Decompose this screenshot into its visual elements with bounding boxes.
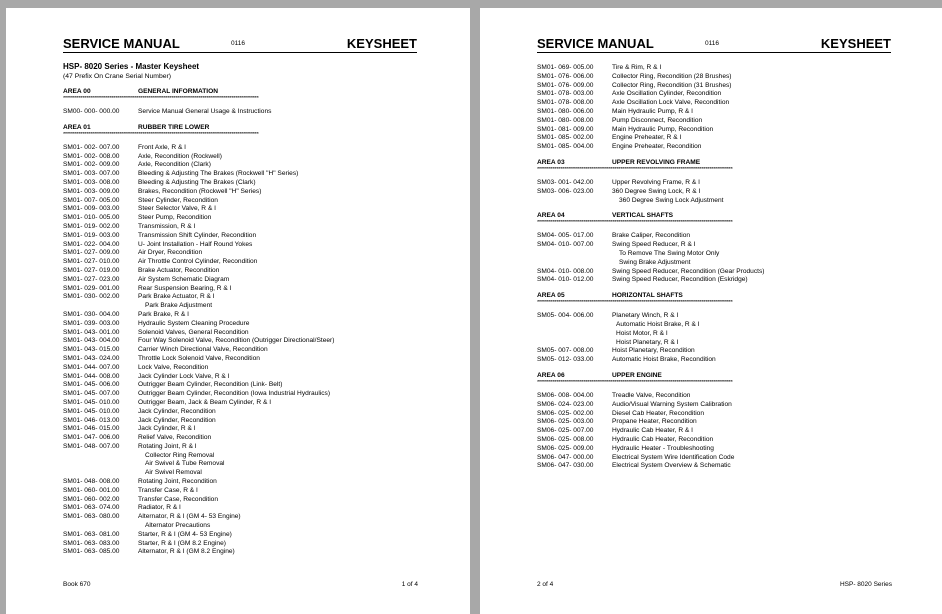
section-code: SM01- 076- 009.00 <box>537 81 594 89</box>
section-description: 360 Degree Swing Lock, R & I <box>612 187 701 195</box>
section-description: Starter, R & I (GM 4- 53 Engine) <box>138 530 232 538</box>
section-description: Transmission, R & I <box>138 222 196 230</box>
list-item <box>537 347 897 356</box>
section-description: Axle Oscillation Lock Valve, Recondition <box>612 99 730 107</box>
section-code: SM06- 047- 000.00 <box>537 453 594 461</box>
area-title: UPPER ENGINE <box>612 371 662 379</box>
list-item <box>537 330 897 339</box>
area-heading <box>537 211 897 220</box>
section-code: SM01- 022- 004.00 <box>63 240 120 248</box>
section-code: SM01- 080- 008.00 <box>537 116 594 124</box>
list-item <box>537 232 897 241</box>
list-item <box>537 188 897 197</box>
header-code: 0116 <box>705 40 719 47</box>
section-description: Collector Ring, Recondition (31 Brushes) <box>612 81 732 89</box>
document-title: HSP- 8020 Series - Master Keysheet <box>63 62 200 71</box>
section-description: Automatic Hoist Brake, R & I <box>616 320 700 328</box>
area-heading <box>537 291 897 300</box>
list-item <box>63 214 423 223</box>
section-description: Air Swivel & Tube Removal <box>145 460 225 468</box>
header-title: SERVICE MANUAL <box>63 36 180 51</box>
page-header <box>537 36 891 52</box>
section-description: Steer Pump, Recondition <box>138 214 212 222</box>
section-code: SM01- 080- 006.00 <box>537 107 594 115</box>
section-code: SM06- 024- 023.00 <box>537 400 594 408</box>
area-number: AREA 04 <box>537 212 565 220</box>
section-code: SM01- 048- 007.00 <box>63 442 120 450</box>
section-code: SM01- 060- 001.00 <box>63 486 120 494</box>
section-code: SM01- 003- 009.00 <box>63 187 120 195</box>
section-description: Hydraulic Cab Heater, R & I <box>612 427 693 435</box>
section-description: Engine Preheater, Recondition <box>612 143 702 151</box>
asterisk-divider: ***************************************************************************************************** <box>537 379 733 386</box>
section-code: SM01- 045- 007.00 <box>63 390 120 398</box>
list-item <box>63 197 423 206</box>
section-description: U- Joint Installation - Half Round Yokes <box>138 240 253 248</box>
section-code: SM01- 045- 010.00 <box>63 398 120 406</box>
page-content <box>537 64 897 471</box>
list-item <box>63 267 423 276</box>
list-item <box>63 311 423 320</box>
header-rule <box>537 52 891 53</box>
area-heading <box>537 158 897 167</box>
list-item <box>63 540 423 549</box>
list-item <box>63 513 423 522</box>
section-code: SM01- 043- 004.00 <box>63 337 120 345</box>
list-item <box>537 276 897 285</box>
section-description: Service Manual General Usage & Instructions <box>138 108 272 115</box>
list-item <box>63 381 423 390</box>
section-code: SM01- 081- 009.00 <box>537 125 594 133</box>
section-description: Hydraulic Heater - Troubleshooting <box>612 444 714 452</box>
section-description: Four Way Solenoid Valve, Recondition (Outrigger Directional/Steer) <box>138 337 335 345</box>
list-item <box>63 188 423 197</box>
section-code: SM01- 019- 003.00 <box>63 231 120 239</box>
section-description: Front Axle, R & I <box>138 143 187 151</box>
section-description: Carrier Winch Directional Valve, Recondition <box>138 346 268 354</box>
list-item <box>63 320 423 329</box>
section-code: SM03- 001- 042.00 <box>537 178 594 186</box>
section-code: SM05- 004- 006.00 <box>537 312 594 320</box>
area-title: UPPER REVOLVING FRAME <box>612 158 701 166</box>
section-code: SM01- 045- 006.00 <box>63 381 120 389</box>
list-item <box>537 392 897 401</box>
section-description: Outrigger Beam Cylinder, Recondition (Iowa Industrial Hydraulics) <box>138 390 331 398</box>
list-item <box>537 454 897 463</box>
section-code: SM04- 010- 012.00 <box>537 276 594 284</box>
section-description: Axle, Recondition (Rockwell) <box>138 152 222 160</box>
areas-list <box>63 87 423 557</box>
area-number: AREA 05 <box>537 292 565 300</box>
section-description: Steer Cylinder, Recondition <box>138 196 218 204</box>
list-item <box>537 73 897 82</box>
section-code: SM01- 045- 010.00 <box>63 407 120 415</box>
section-code: SM01- 002- 009.00 <box>63 161 120 169</box>
section-code: SM06- 025- 003.00 <box>537 418 594 426</box>
list-item <box>63 285 423 294</box>
section-code: SM01- 063- 085.00 <box>63 548 120 556</box>
section-description: Swing Speed Reducer, Recondition (Gear Products) <box>612 267 765 275</box>
section-description: Transfer Case, R & I <box>138 486 198 494</box>
asterisk-divider: ***************************************************************************************************** <box>63 96 259 102</box>
section-description: Hydraulic System Cleaning Procedure <box>138 319 250 327</box>
section-code: SM04- 005- 017.00 <box>537 232 594 240</box>
area-number: AREA 00 <box>63 88 91 95</box>
section-code: SM01- 027- 023.00 <box>63 275 120 283</box>
list-item <box>537 143 897 152</box>
section-code: SM01- 043- 001.00 <box>63 328 120 336</box>
section-description: Radiator, R & I <box>138 504 181 512</box>
section-code: SM01- 027- 010.00 <box>63 258 120 266</box>
section-code: SM01- 010- 005.00 <box>63 214 120 222</box>
section-description: Park Brake, R & I <box>138 310 189 318</box>
header-keysheet: KEYSHEET <box>346 36 417 51</box>
area-number: AREA 01 <box>63 123 91 131</box>
section-description: Bleeding & Adjusting The Brakes (Clark) <box>138 178 256 186</box>
section-code: SM01- 078- 003.00 <box>537 90 594 98</box>
list-item <box>63 179 423 188</box>
section-description: Brake Actuator, Recondition <box>138 266 220 274</box>
section-description: Air Throttle Control Cylinder, Recondition <box>138 258 258 266</box>
section-code: SM00- 000- 000.00 <box>63 108 120 115</box>
section-description: Air System Schematic Diagram <box>138 275 230 283</box>
list-item <box>63 434 423 443</box>
asterisk-divider: ***************************************************************************************************** <box>537 300 733 307</box>
section-code: SM05- 007- 008.00 <box>537 347 594 355</box>
list-item <box>537 401 897 410</box>
section-description: Park Brake Adjustment <box>145 302 213 310</box>
list-item <box>537 462 897 471</box>
list-item <box>537 126 897 135</box>
list-item <box>63 293 423 302</box>
section-code: SM01- 039- 003.00 <box>63 319 120 327</box>
section-description: Hoist Motor, R & I <box>616 329 668 337</box>
section-description: Audio/Visual Warning System Calibration <box>612 400 732 408</box>
asterisk-divider: ***************************************************************************************************** <box>537 220 733 227</box>
list-item <box>63 337 423 346</box>
section-description: Jack Cylinder Lock Valve, R & I <box>138 372 230 380</box>
list-item <box>63 153 423 162</box>
section-description: Relief Valve, Recondition <box>138 434 212 442</box>
footer-page-number: 2 of 4 <box>537 581 554 588</box>
section-description: Air Dryer, Recondition <box>138 249 203 257</box>
section-description: Main Hydraulic Pump, R & I <box>612 107 693 115</box>
section-description: Propane Heater, Recondition <box>612 418 697 426</box>
section-code: SM01- 043- 015.00 <box>63 346 120 354</box>
section-description: Solenoid Valves, General Recondition <box>138 328 249 336</box>
section-description: Upper Revolving Frame, R & I <box>612 178 700 186</box>
section-code: SM06- 025- 009.00 <box>537 444 594 452</box>
section-description: Engine Preheater, R & I <box>612 134 682 142</box>
section-description: Park Brake Actuator, R & I <box>138 293 215 301</box>
list-item <box>63 531 423 540</box>
section-code: SM01- 063- 081.00 <box>63 530 120 538</box>
section-description: Brake Caliper, Recondition <box>612 232 691 240</box>
area-title: GENERAL INFORMATION <box>138 88 218 95</box>
list-item <box>63 170 423 179</box>
list-item <box>63 258 423 267</box>
section-code: SM06- 008- 004.00 <box>537 391 594 399</box>
area-title: VERTICAL SHAFTS <box>612 212 674 220</box>
document-page-1 <box>6 8 470 614</box>
section-description: Main Hydraulic Pump, Recondition <box>612 125 714 133</box>
section-description: Hoist Planetary, R & I <box>616 338 679 346</box>
section-code: SM01- 060- 002.00 <box>63 495 120 503</box>
document-subtitle: (47 Prefix On Crane Serial Number) <box>63 73 172 80</box>
list-item <box>63 241 423 250</box>
section-code: SM01- 069- 005.00 <box>537 64 594 71</box>
list-item <box>537 268 897 277</box>
section-description: Collector Ring Removal <box>145 451 215 459</box>
list-item <box>63 425 423 434</box>
list-item <box>537 108 897 117</box>
continued-rows <box>537 64 897 152</box>
list-item <box>63 460 423 469</box>
section-description: Electrical System Overview & Schematic <box>612 462 731 470</box>
section-description: Tire & Rim, R & I <box>612 64 662 71</box>
area-number: AREA 06 <box>537 371 565 379</box>
section-description: Air Swivel Removal <box>145 469 202 477</box>
list-item <box>63 478 423 487</box>
section-description: Brakes, Recondition (Rockwell "H" Series) <box>138 187 262 195</box>
section-description: Treadle Valve, Recondition <box>612 391 691 399</box>
asterisk-divider: ***************************************************************************************************** <box>63 131 259 138</box>
list-item <box>537 410 897 419</box>
list-item <box>63 487 423 496</box>
list-item <box>63 161 423 170</box>
section-code: SM04- 010- 007.00 <box>537 241 594 249</box>
list-item <box>537 250 897 259</box>
section-description: Collector Ring, Recondition (28 Brushes) <box>612 72 732 80</box>
list-item <box>63 443 423 452</box>
section-code: SM01- 047- 006.00 <box>63 434 120 442</box>
list-item <box>63 329 423 338</box>
list-item <box>63 496 423 505</box>
section-description: Planetary Winch, R & I <box>612 312 679 320</box>
section-description: Alternator Precautions <box>145 522 211 530</box>
page-content <box>63 62 423 557</box>
section-description: Diesel Cab Heater, Recondition <box>612 409 704 417</box>
header-title: SERVICE MANUAL <box>537 36 654 51</box>
section-description: Transmission Shift Cylinder, Recondition <box>138 231 257 239</box>
list-item <box>63 302 423 311</box>
list-item <box>63 399 423 408</box>
section-description: To Remove The Swing Motor Only <box>619 249 720 257</box>
section-description: Rotating Joint, R & I <box>138 442 197 450</box>
section-code: SM01- 002- 007.00 <box>63 143 120 151</box>
section-code: SM06- 047- 030.00 <box>537 462 594 470</box>
list-item <box>63 249 423 258</box>
section-code: SM06- 025- 002.00 <box>537 409 594 417</box>
section-description: Outrigger Beam, Jack & Beam Cylinder, R & I <box>138 398 272 406</box>
section-code: SM01- 019- 002.00 <box>63 222 120 230</box>
section-description: Outrigger Beam Cylinder, Recondition (Link- Belt) <box>138 381 283 389</box>
header-rule <box>63 52 417 53</box>
section-code: SM01- 002- 008.00 <box>63 152 120 160</box>
list-item <box>63 355 423 364</box>
section-code: SM01- 063- 083.00 <box>63 539 120 547</box>
list-item <box>63 373 423 382</box>
section-code: SM01- 030- 002.00 <box>63 293 120 301</box>
section-description: Lock Valve, Recondition <box>138 363 209 371</box>
section-code: SM01- 027- 009.00 <box>63 249 120 257</box>
section-code: SM01- 048- 008.00 <box>63 478 120 486</box>
section-description: Steer Selector Valve, R & I <box>138 205 216 213</box>
list-item <box>63 144 423 153</box>
list-item <box>63 205 423 214</box>
section-description: Jack Cylinder, Recondition <box>138 416 216 424</box>
header-keysheet: KEYSHEET <box>820 36 891 51</box>
list-item <box>63 469 423 478</box>
area-title: RUBBER TIRE LOWER <box>138 123 210 131</box>
section-description: Jack Cylinder, Recondition <box>138 407 216 415</box>
section-code: SM01- 009- 003.00 <box>63 205 120 213</box>
section-code: SM01- 063- 080.00 <box>63 513 120 521</box>
section-description: Alternator, R & I (GM 8.2 Engine) <box>138 548 235 556</box>
list-item <box>537 339 897 348</box>
list-item <box>537 117 897 126</box>
list-item <box>63 548 423 557</box>
section-code: SM01- 078- 008.00 <box>537 99 594 107</box>
list-item <box>537 356 897 365</box>
list-item <box>537 418 897 427</box>
section-description: Swing Brake Adjustment <box>619 258 691 266</box>
section-description: Starter, R & I (GM 8.2 Engine) <box>138 539 226 547</box>
area-title: HORIZONTAL SHAFTS <box>612 292 683 300</box>
section-code: SM01- 046- 013.00 <box>63 416 120 424</box>
section-description: Throttle Lock Solenoid Valve, Recondition <box>138 354 260 362</box>
section-code: SM01- 007- 005.00 <box>63 196 120 204</box>
list-item <box>537 321 897 330</box>
list-item <box>537 134 897 143</box>
list-item <box>63 232 423 241</box>
list-item <box>537 179 897 188</box>
document-page-2 <box>480 8 942 614</box>
list-item <box>63 390 423 399</box>
list-item <box>537 436 897 445</box>
section-code: SM06- 025- 008.00 <box>537 435 594 443</box>
list-item <box>63 417 423 426</box>
area-heading <box>63 123 423 132</box>
section-description: Hoist Planetary, Recondition <box>612 347 695 355</box>
section-code: SM01- 044- 008.00 <box>63 372 120 380</box>
list-item <box>537 90 897 99</box>
list-item <box>537 197 897 206</box>
list-item <box>537 445 897 454</box>
section-code: SM01- 044- 007.00 <box>63 363 120 371</box>
section-description: Bleeding & Adjusting The Brakes (Rockwell "H" Series) <box>138 170 299 178</box>
section-code: SM06- 025- 007.00 <box>537 427 594 435</box>
list-item <box>537 82 897 91</box>
section-description: Pump Disconnect, Recondition <box>612 116 703 124</box>
list-item <box>537 427 897 436</box>
list-item <box>537 64 897 73</box>
list-item <box>63 364 423 373</box>
area-number: AREA 03 <box>537 158 565 166</box>
section-code: SM01- 027- 019.00 <box>63 266 120 274</box>
list-item <box>537 259 897 268</box>
section-description: Transfer Case, Recondition <box>138 495 219 503</box>
section-code: SM01- 076- 006.00 <box>537 72 594 80</box>
footer-book: Book 670 <box>63 581 91 588</box>
section-code: SM01- 085- 004.00 <box>537 143 594 151</box>
section-code: SM01- 029- 001.00 <box>63 284 120 292</box>
asterisk-divider: ***************************************************************************************************** <box>537 166 733 173</box>
section-code: SM01- 030- 004.00 <box>63 310 120 318</box>
section-description: Automatic Hoist Brake, Recondition <box>612 356 716 364</box>
section-description: Hydraulic Cab Heater, Recondition <box>612 435 714 443</box>
section-description: Rotating Joint, Recondition <box>138 478 217 486</box>
section-description: Axle, Recondition (Clark) <box>138 161 211 169</box>
list-item <box>537 241 897 250</box>
footer-series: HSP- 8020 Series <box>839 581 892 588</box>
header-code: 0116 <box>231 40 245 47</box>
section-code: SM03- 006- 023.00 <box>537 187 594 195</box>
section-code: SM01- 085- 002.00 <box>537 134 594 142</box>
footer-page-number: 1 of 4 <box>401 581 418 588</box>
area-heading <box>537 371 897 380</box>
list-item <box>63 504 423 513</box>
list-item <box>537 99 897 108</box>
section-code: SM05- 012- 033.00 <box>537 356 594 364</box>
list-item <box>63 346 423 355</box>
list-item <box>63 223 423 232</box>
section-description: Swing Speed Reducer, Recondition (Eskridge) <box>612 276 748 284</box>
section-description: Alternator, R & I (GM 4- 53 Engine) <box>138 513 241 521</box>
section-code: SM01- 003- 008.00 <box>63 178 120 186</box>
section-description: Electrical System Wire Identification Code <box>612 453 735 461</box>
section-code: SM04- 010- 008.00 <box>537 267 594 275</box>
section-code: SM01- 043- 024.00 <box>63 354 120 362</box>
section-code: SM01- 003- 007.00 <box>63 170 120 178</box>
list-item <box>63 522 423 531</box>
section-description: 360 Degree Swing Lock Adjustment <box>619 196 724 204</box>
list-item <box>63 276 423 285</box>
section-description: Swing Speed Reducer, R & I <box>612 241 696 249</box>
section-code: SM01- 046- 015.00 <box>63 425 120 433</box>
list-item <box>63 108 423 117</box>
areas-list <box>537 152 897 471</box>
section-code: SM01- 063- 074.00 <box>63 504 120 512</box>
list-item <box>63 452 423 461</box>
list-item <box>537 312 897 321</box>
page-header <box>63 36 417 52</box>
list-item <box>63 408 423 417</box>
section-description: Jack Cylinder, R & I <box>138 425 196 433</box>
area-heading <box>63 87 423 96</box>
section-description: Rear Suspension Bearing, R & I <box>138 284 232 292</box>
section-description: Axle Oscillation Cylinder, Recondition <box>612 90 722 98</box>
